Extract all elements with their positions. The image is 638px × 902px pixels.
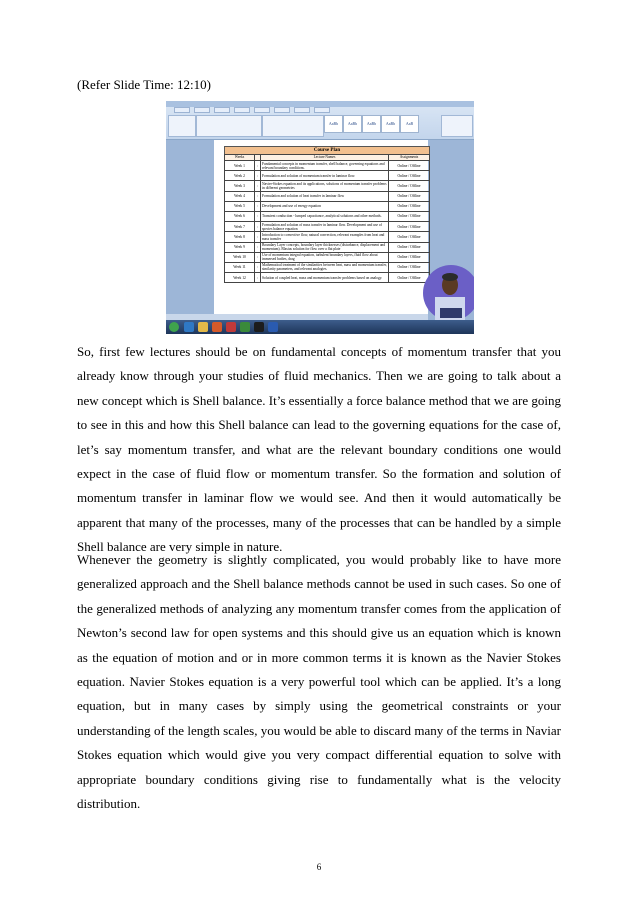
media-icon[interactable]: [212, 322, 222, 332]
style-heading-1: AaBb: [362, 115, 381, 133]
taskbar: [166, 320, 474, 334]
font-group: [196, 115, 262, 137]
lecture-cell: Transient conduction - lumped capacitance, analytical solutions and other methods.: [261, 211, 389, 221]
lecture-cell: Formulation and solution of momentum transfer in laminar flow.: [261, 171, 389, 181]
paragraph-1: So, first few lectures should be on fundamental concepts of momentum transfer that you already know through your studies of fluid mechanics. Then we are going to talk about a new concept which is Shell balance. It’s essentially a force balance method that we are going to see in this and how this Shell balance can lead to the governing equations for the case of, let’s say momentum transfer, and what are the relevant boundary conditions one would expect in the case of fluid flow or momentum transfer. So the formation and solution of momentum transfer in laminar flow we would see. And then it would automatically be apparent that many of the processes, many of the processes that can be handled by a simple Shell balance are very simple in nature.: [77, 344, 561, 555]
table-row: [225, 191, 430, 201]
assignment-cell: Online / Offline: [389, 191, 430, 201]
column-header-lecture-names: Lecture Names: [261, 155, 389, 161]
slide-time-reference: (Refer Slide Time: 12:10): [77, 77, 211, 92]
style-heading-2: AaBb: [381, 115, 400, 133]
assignment-cell: Online / Offline: [389, 181, 430, 191]
lecture-cell: Development and use of energy equation: [261, 201, 389, 211]
week-cell: Week 11: [225, 262, 255, 272]
lecture-cell: Introduction to convective flow, natural convection, relevant examples from heat and mass transfer: [261, 232, 389, 242]
lecture-cell: Boundary Layer concepts, boundary layer thicknesses (disturbance, displacement and momentum). Blasius solution for flow over a flat plate: [261, 242, 389, 252]
week-cell: Week 9: [225, 242, 255, 252]
assignment-cell: Online / Offline: [389, 201, 430, 211]
separator-cell: :: [255, 181, 261, 191]
week-cell: Week 2: [225, 171, 255, 181]
table-row: [225, 181, 430, 191]
separator-cell: :: [255, 232, 261, 242]
ribbon-tabs: [174, 107, 330, 113]
assignment-cell: Online / Offline: [389, 242, 430, 252]
separator-cell: :: [255, 262, 261, 272]
paragraph-group: [262, 115, 324, 137]
week-cell: Week 5: [225, 201, 255, 211]
word-ribbon: [166, 101, 474, 140]
table-row: [225, 211, 430, 221]
start-icon[interactable]: [169, 322, 179, 332]
clipboard-group: [168, 115, 196, 137]
week-cell: Week 6: [225, 211, 255, 221]
page-number: 6: [316, 862, 322, 872]
separator-cell: :: [255, 191, 261, 201]
separator-cell: :: [255, 211, 261, 221]
separator-cell: :: [255, 222, 261, 232]
week-cell: Week 4: [225, 191, 255, 201]
left-margin-pane: [166, 140, 214, 320]
table-row: [225, 201, 430, 211]
separator-cell: :: [255, 161, 261, 171]
slide-screenshot: [166, 101, 474, 334]
table-row: [225, 222, 430, 232]
week-cell: Week 7: [225, 222, 255, 232]
assignment-cell: Online / Offline: [389, 211, 430, 221]
table-row: [225, 171, 430, 181]
separator-cell: :: [255, 252, 261, 262]
pdf-icon[interactable]: [226, 322, 236, 332]
editing-group: [441, 115, 473, 137]
assignment-cell: Online / Offline: [389, 273, 430, 283]
separator-cell: :: [255, 171, 261, 181]
lecture-cell: Mathematical treatment of the similarities between heat, mass and momentum transfer, similarity parameters, and relevant analogies.: [262, 263, 387, 272]
week-cell: Week 12: [225, 273, 255, 283]
style-normal: AaBb: [324, 115, 343, 133]
style-no-spacing: AaBb: [343, 115, 362, 133]
table-row: [225, 252, 430, 262]
ie-icon[interactable]: [184, 322, 194, 332]
lecture-cell: Navier-Stokes equation and its applications, solutions of momentum transfer problems in different geometries: [262, 181, 387, 190]
table-row: [225, 273, 430, 283]
presenter-video: [421, 261, 474, 321]
folder-icon[interactable]: [198, 322, 208, 332]
paragraph-2: Whenever the geometry is slightly complicated, you would probably like to have more generalized approach and the Shell balance methods cannot be used in such cases. So one of the generalized methods of analyzing any momentum transfer comes from the application of Newton’s second law for open systems and this should give us an equation which is known as the equation of motion and or in more common terms it is known as the Navier Stokes equation. Navier Stokes equation is a very powerful tool which can be applied. It’s a long equation, but in many cases by simply using the geometrical constraints or your understanding of the length scales, you would be able to discard many of the terms in Naviar Stokes equation which would give you very compact differential equation to solve with appropriate boundary conditions giving rise to fundamentally what is the velocity distribution.: [77, 552, 561, 812]
course-plan-title: Course Plan: [224, 146, 430, 155]
table-row: [225, 262, 430, 272]
word-icon[interactable]: [268, 322, 278, 332]
lecture-cell: Formulation and solution of heat transfer in laminar flow: [261, 191, 389, 201]
column-header-weeks: Weeks: [225, 155, 255, 161]
separator-cell: :: [255, 201, 261, 211]
lecture-cell: Use of momentum integral equation, turbulent boundary layers, fluid flow about immersed bodies, drag: [261, 252, 389, 262]
lecture-cell: Formulation and solution of mass transfer in laminar flow. Development and use of species balance equation: [261, 222, 389, 232]
week-cell: Week 1: [225, 161, 255, 171]
assignment-cell: Online / Offline: [389, 161, 430, 171]
column-header-assignments: Assignments: [389, 155, 430, 161]
course-plan-table: [224, 154, 430, 283]
lecture-cell: Solution of coupled heat, mass and momentum transfer problems based on analogy.: [261, 273, 389, 283]
table-row: [225, 161, 430, 171]
lecture-cell: Fundamental concepts in momentum transfer, shell balance, governing equations and relevant boundary conditions.: [261, 161, 389, 171]
assignment-cell: Online / Offline: [389, 222, 430, 232]
table-row: [225, 242, 430, 252]
week-cell: Week 3: [225, 181, 255, 191]
excel-icon[interactable]: [240, 322, 250, 332]
assignment-cell: Online / Offline: [389, 171, 430, 181]
assignment-cell: Online / Offline: [389, 232, 430, 242]
assignment-cell: Online / Offline: [389, 262, 430, 272]
style-title: AaB: [400, 115, 419, 133]
table-row: [225, 232, 430, 242]
week-cell: Week 10: [225, 252, 255, 262]
app-icon[interactable]: [254, 322, 264, 332]
assignment-cell: Online / Offline: [389, 252, 430, 262]
separator-cell: :: [255, 242, 261, 252]
separator-cell: :: [255, 273, 261, 283]
week-cell: Week 8: [225, 232, 255, 242]
document-page: [214, 140, 428, 320]
